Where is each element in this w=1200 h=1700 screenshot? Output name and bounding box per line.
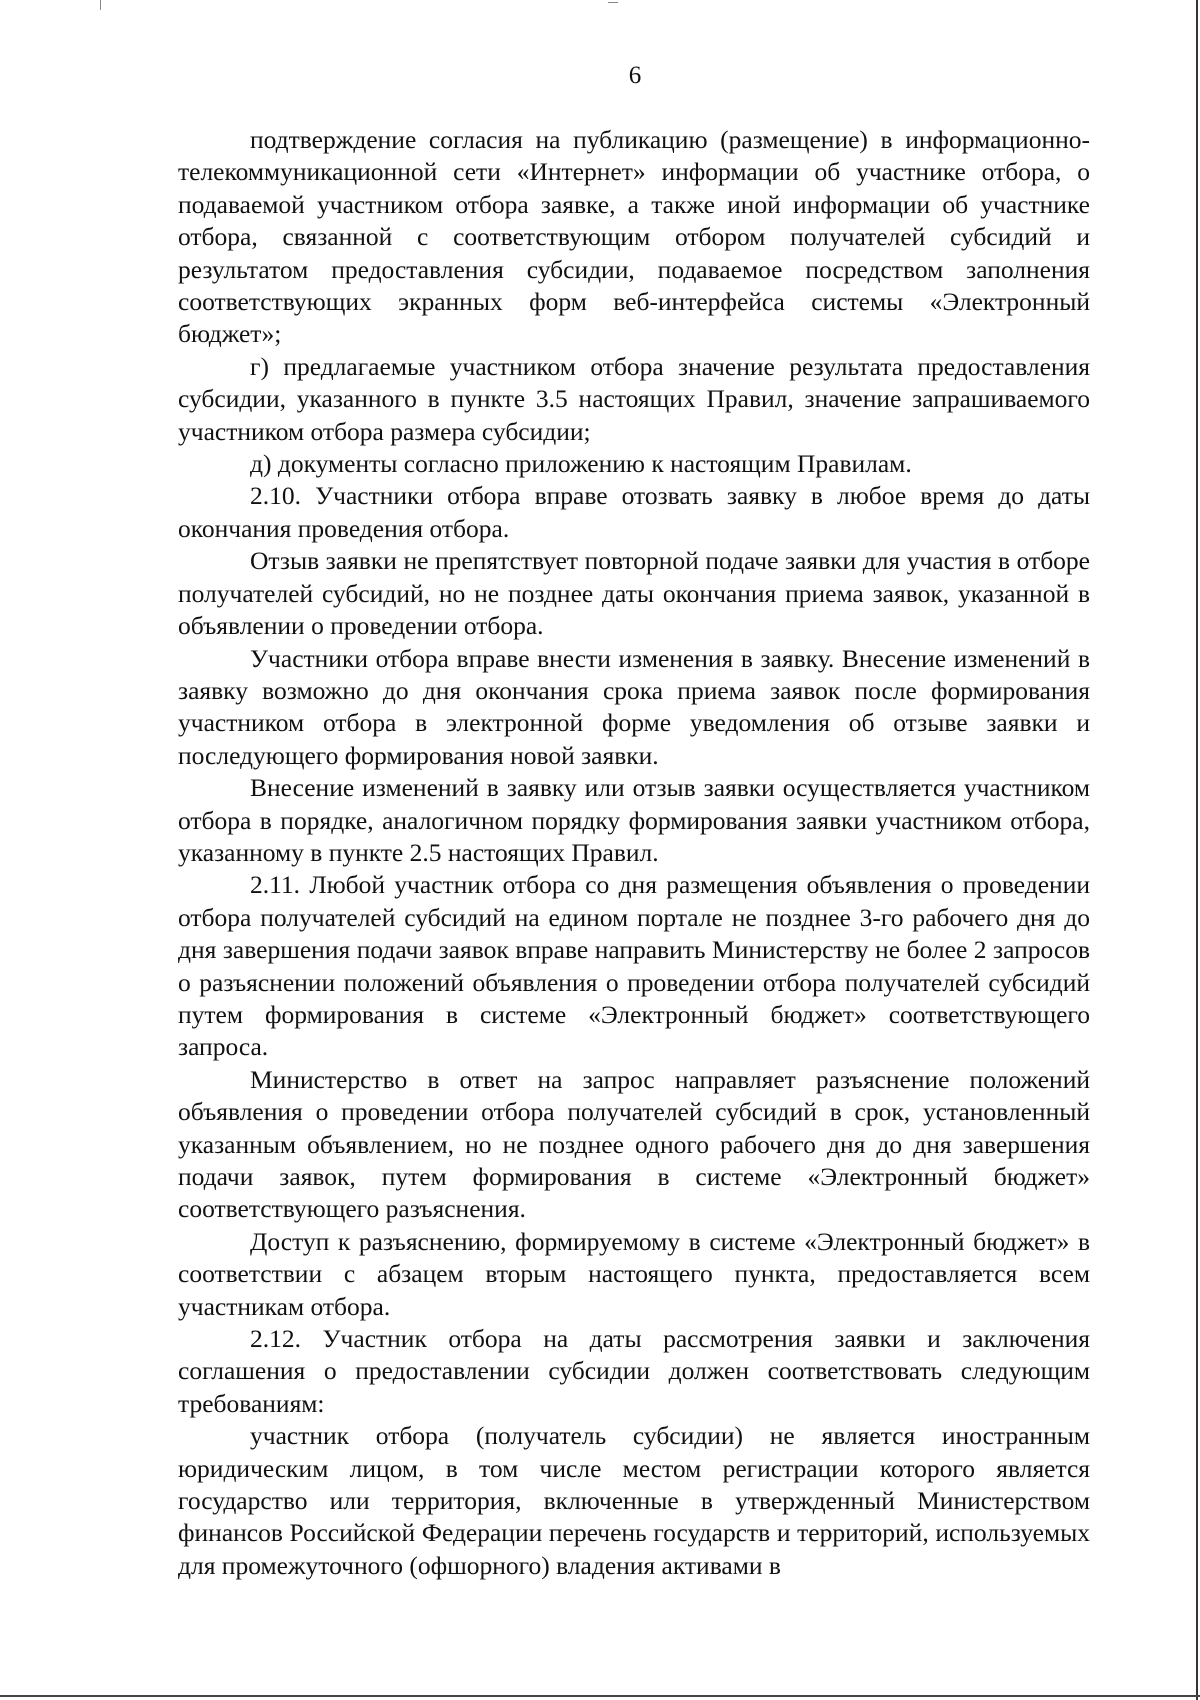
scan-edge-bottom <box>0 1695 1200 1697</box>
paragraph: д) документы согласно приложению к настоящим Правилам. <box>250 449 912 479</box>
scan-artifact <box>608 2 618 3</box>
paragraph: Доступ к разъяснению, формируемому в системе «Электронный бюджет» в соответствии с абзацем вторым настоящего пункта, предоставляется всем участникам отбора. <box>178 1226 1090 1321</box>
document-body <box>178 124 1090 1582</box>
paragraph: 2.12. Участник отбора на даты рассмотрения заявки и заключения соглашения о предоставлении субсидии должен соответствовать следующим требованиям: <box>178 1324 1090 1418</box>
paragraph: 2.11. Любой участник отбора со дня размещения объявления о проведении отбора получателей субсидий на едином портале не позднее 3-го рабочего дня до дня завершения подачи заявок вправе направить Министерству не более 2 запросов о разъяснении положений объявления о проведении отбора получателей субсидий путем формирования в системе «Электронный бюджет» соответствующего запроса. <box>178 870 1090 1062</box>
paragraph: 2.10. Участники отбора вправе отозвать заявку в любое время до даты окончания проведения отбора. <box>178 481 1090 543</box>
paragraph: участник отбора (получатель субсидии) не является иностранным юридическим лицом, в том числе местом регистрации которого является государство или территория, включенные в утвержденный Министерством финансов Российской Федерации перечень государств и территорий, используемых для промежуточного (офшорного) владения активами в <box>178 1421 1090 1580</box>
paragraph: подтверждение согласия на публикацию (размещение) в информационно-телекоммуникационной сети «Интернет» информации об участнике отбора, о подаваемой участником отбора заявке, а также иной информации об участнике отбора, связанной с соответствующим отбором получателей субсидий и результатом предоставления субсидии, подаваемое посредством заполнения соответствующих экранных форм веб-интерфейса системы «Электронный бюджет»; <box>178 125 1090 349</box>
paragraph: Внесение изменений в заявку или отзыв заявки осуществляется участником отбора в порядке, аналогичном порядку формирования заявки участником отбора, указанному в пункте 2.5 настоящих Правил. <box>178 773 1090 867</box>
page-number: 6 <box>628 62 642 89</box>
paragraph: Министерство в ответ на запрос направляет разъяснение положений объявления о проведении отбора получателей субсидий в срок, установленный указанным объявлением, но не позднее одного рабочего дня до дня завершения подачи заявок, путем формирования в системе «Электронный бюджет» соответствующего разъяснения. <box>178 1064 1090 1224</box>
paragraph: г) предлагаемые участником отбора значение результата предоставления субсидии, указанного в пункте 3.5 настоящих Правил, значение запрашиваемого участником отбора размера субсидии; <box>178 351 1090 446</box>
scan-edge-right <box>1196 0 1198 1700</box>
scan-artifact <box>100 0 101 10</box>
paragraph: Участники отбора вправе внести изменения в заявку. Внесение изменений в заявку возможно до дня окончания срока приема заявок после формирования участником отбора в электронной форме уведомления об отзыве заявки и последующего формирования новой заявки. <box>178 643 1090 770</box>
paragraph: Отзыв заявки не препятствует повторной подаче заявки для участия в отборе получателей субсидий, но не позднее даты окончания приема заявок, указанной в объявлении о проведении отбора. <box>178 546 1090 641</box>
